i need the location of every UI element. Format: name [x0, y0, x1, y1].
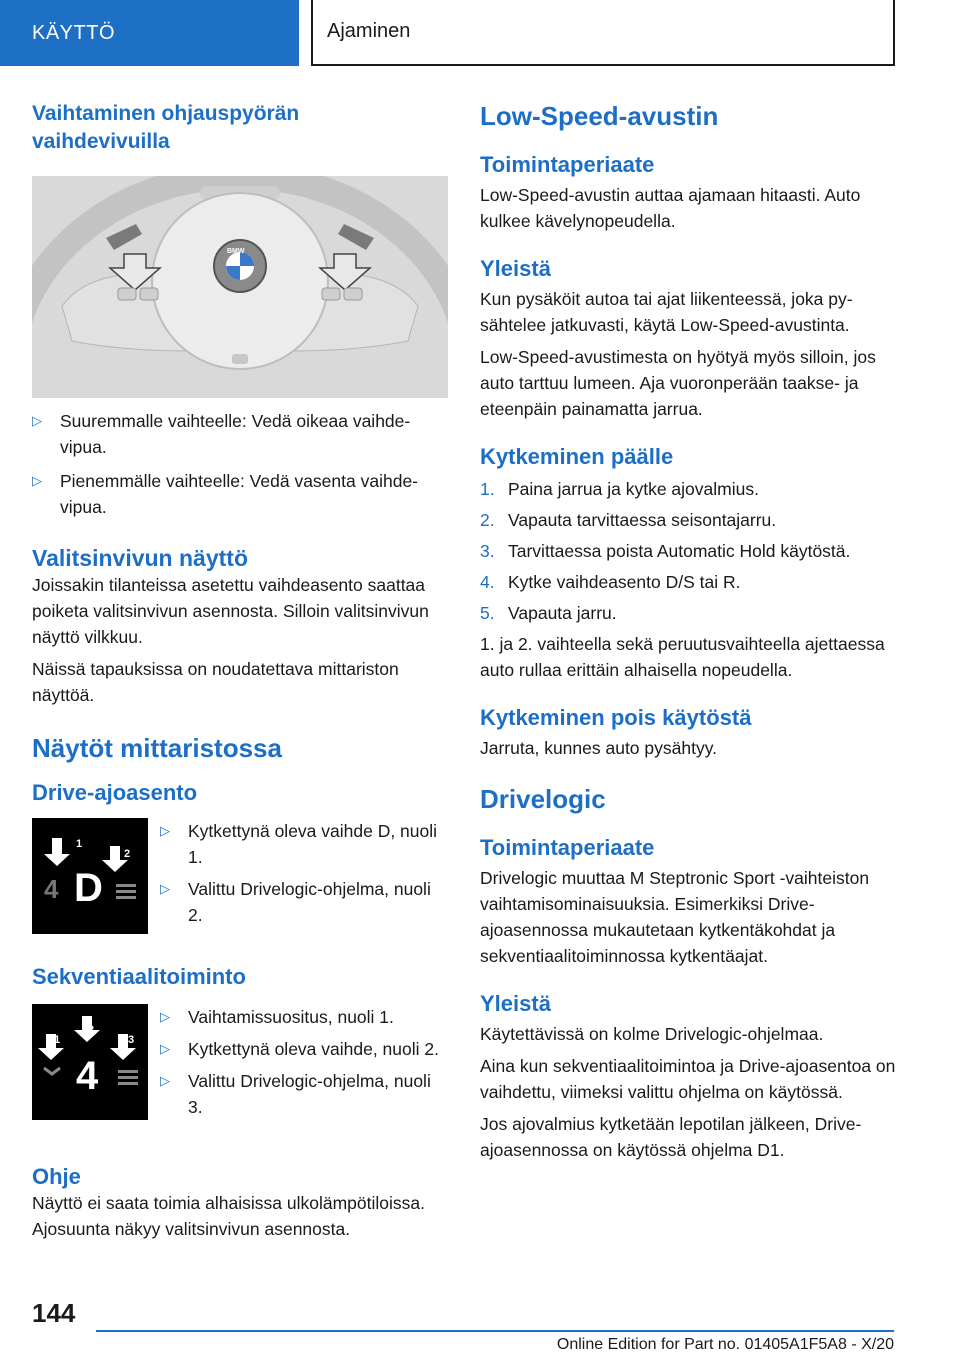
drive-row [32, 818, 448, 934]
list-item: ▷ Vaihtamissuositus, nuoli 1. [160, 1004, 448, 1030]
list-item: 3. Tarvittaessa poista Automatic Hold käytöstä. [480, 541, 851, 561]
shifting-title: Vaihtaminen ohjauspyörän vaihdevivuilla [32, 102, 300, 153]
drivelogic-general-title: Yleistä [480, 991, 551, 1016]
paragraph: Näissä tapauksissa on noudatettava mittariston näyttöä. [32, 659, 399, 705]
chapter-title: Ajaminen [311, 0, 895, 66]
list-item: ▷ Kytkettynä oleva vaihde D, nuoli 1. [160, 818, 448, 870]
arrow-down-icon [74, 1016, 100, 1042]
note-title: Ohje [32, 1164, 81, 1189]
drivelogic-principle-title: Toimintaperiaate [480, 835, 655, 860]
paragraph: Kun pysäköit autoa tai ajat liikenteessä, joka pysähtelee jatkuvasti, käytä Low-Speed-avustinta. [480, 289, 853, 335]
paragraph: Low-Speed-avustimesta on hyötyä myös silloin, jos auto tarttuu lumeen. Aja vuoronperään taakse- ja eteenpäin painamatta jarrua. [480, 347, 876, 419]
left-column [32, 100, 448, 1242]
steering-wheel-image [32, 176, 448, 398]
sequential-bullet-list [160, 1004, 448, 1120]
page-number: 144 [32, 1298, 76, 1328]
list-item: 1. Paina jarrua ja kytke ajovalmius. [480, 479, 759, 499]
gear-number: 4 [76, 1054, 99, 1098]
list-item: ▷ Valittu Drivelogic-ohjelma, nuoli 3. [160, 1068, 448, 1120]
paragraph: Low-Speed-avustin auttaa ajamaan hitaasti. Auto kulkee kävelynopeudella. [480, 185, 861, 231]
note-text: Näyttö ei saata toimia alhaisissa ulkolämpötiloissa. Ajosuunta näkyy valitsinvivun asennosta. [32, 1193, 425, 1239]
drive-display-image [32, 818, 148, 934]
list-item: ▷ Kytkettynä oleva vaihde, nuoli 2. [160, 1036, 448, 1062]
steering-wheel-illustration [32, 176, 448, 398]
lowspeed-general-title: Yleistä [480, 256, 551, 281]
paragraph: Joissakin tilanteissa asetettu vaihdeasento saattaa poiketa valitsinvivun asennosta. Silloin valitsinvivun näyttö vilkkuu. [32, 575, 429, 647]
paragraph: Käytettävissä on kolme Drivelogic-ohjelmaa. [480, 1024, 824, 1044]
section-tab: KÄYTTÖ [0, 0, 299, 66]
gear-letter: D [74, 866, 103, 910]
sequential-title: Sekventiaalitoiminto [32, 964, 246, 989]
triangle-right-icon: ▷ [160, 1009, 170, 1024]
paragraph: 1. ja 2. vaihteella sekä peruutusvaihteella ajettaessa auto rullaa erittäin alhaisella nopeudella. [480, 634, 885, 680]
arrow-label-2: 2 [88, 1024, 95, 1036]
drivelogic-title: Drivelogic [480, 784, 606, 814]
list-item: ▷ Suuremmalle vaihteelle: Vedä oikeaa vaihdevipua. [32, 408, 448, 460]
lowspeed-title: Low-Speed-avustin [480, 101, 719, 131]
triangle-right-icon: ▷ [160, 1073, 170, 1088]
arrow-label-1: 1 [54, 1034, 61, 1046]
logo-text: BMW [227, 248, 245, 255]
arrow-label-1: 1 [76, 838, 83, 850]
edition-info: Online Edition for Part no. 01405A1F5A8 - X/20 [556, 1336, 894, 1353]
footer-divider [96, 1330, 894, 1332]
right-column [480, 100, 900, 1163]
lowspeed-principle-title: Toimintaperiaate [480, 152, 655, 177]
list-item: ▷ Valittu Drivelogic-ohjelma, nuoli 2. [160, 876, 448, 928]
paragraph: Jos ajovalmius kytketään lepotilan jälkeen, Drive-ajoasennossa on käytössä ohjelma D1. [480, 1114, 862, 1160]
sequential-row [32, 1004, 448, 1120]
list-item: ▷ Pienemmälle vaihteelle: Vedä vasenta vaihdevipua. [32, 468, 448, 520]
chevron-down-icon [44, 1068, 60, 1074]
list-item: 2. Vapauta tarvittaessa seisontajarru. [480, 510, 777, 530]
sequential-display-image [32, 1004, 148, 1120]
lowspeed-on-title: Kytkeminen päälle [480, 444, 674, 469]
triangle-right-icon: ▷ [160, 1041, 170, 1056]
list-item: 5. Vapauta jarru. [480, 603, 617, 623]
lowspeed-steps [480, 476, 900, 626]
drive-bullet-list [160, 818, 448, 934]
list-item: 4. Kytke vaihdeasento D/S tai R. [480, 572, 741, 592]
gear-number: 4 [44, 874, 59, 904]
arrow-label-3: 3 [128, 1034, 135, 1046]
paragraph: Drivelogic muuttaa M Steptronic Sport -vaihteiston vaihtamisominaisuuksia. Esimerkiksi Drive-ajoasennossa mukautetaan kytkentäkohdat ja sekventiaalitoiminnossa kytkentäajat. [480, 868, 870, 966]
triangle-right-icon: ▷ [160, 823, 170, 838]
selector-display-title: Valitsinvivun näyttö [32, 545, 248, 571]
arrow-down-icon [44, 838, 70, 866]
triangle-right-icon: ▷ [32, 473, 42, 488]
paragraph: Aina kun sekventiaalitoimintoa ja Drive-ajoasentoa on vaihdettu, viimeksi valittu ohjelma on käytössä. [480, 1056, 896, 1102]
lowspeed-off-title: Kytkeminen pois käytöstä [480, 705, 752, 730]
shifting-bullet-list [32, 408, 448, 520]
triangle-right-icon: ▷ [32, 413, 42, 428]
paragraph: Jarruta, kunnes auto pysähtyy. [480, 738, 718, 758]
arrow-label-2: 2 [124, 848, 131, 860]
triangle-right-icon: ▷ [160, 881, 170, 896]
drive-title: Drive-ajoasento [32, 780, 198, 805]
cluster-title: Näytöt mittaristossa [32, 733, 282, 763]
